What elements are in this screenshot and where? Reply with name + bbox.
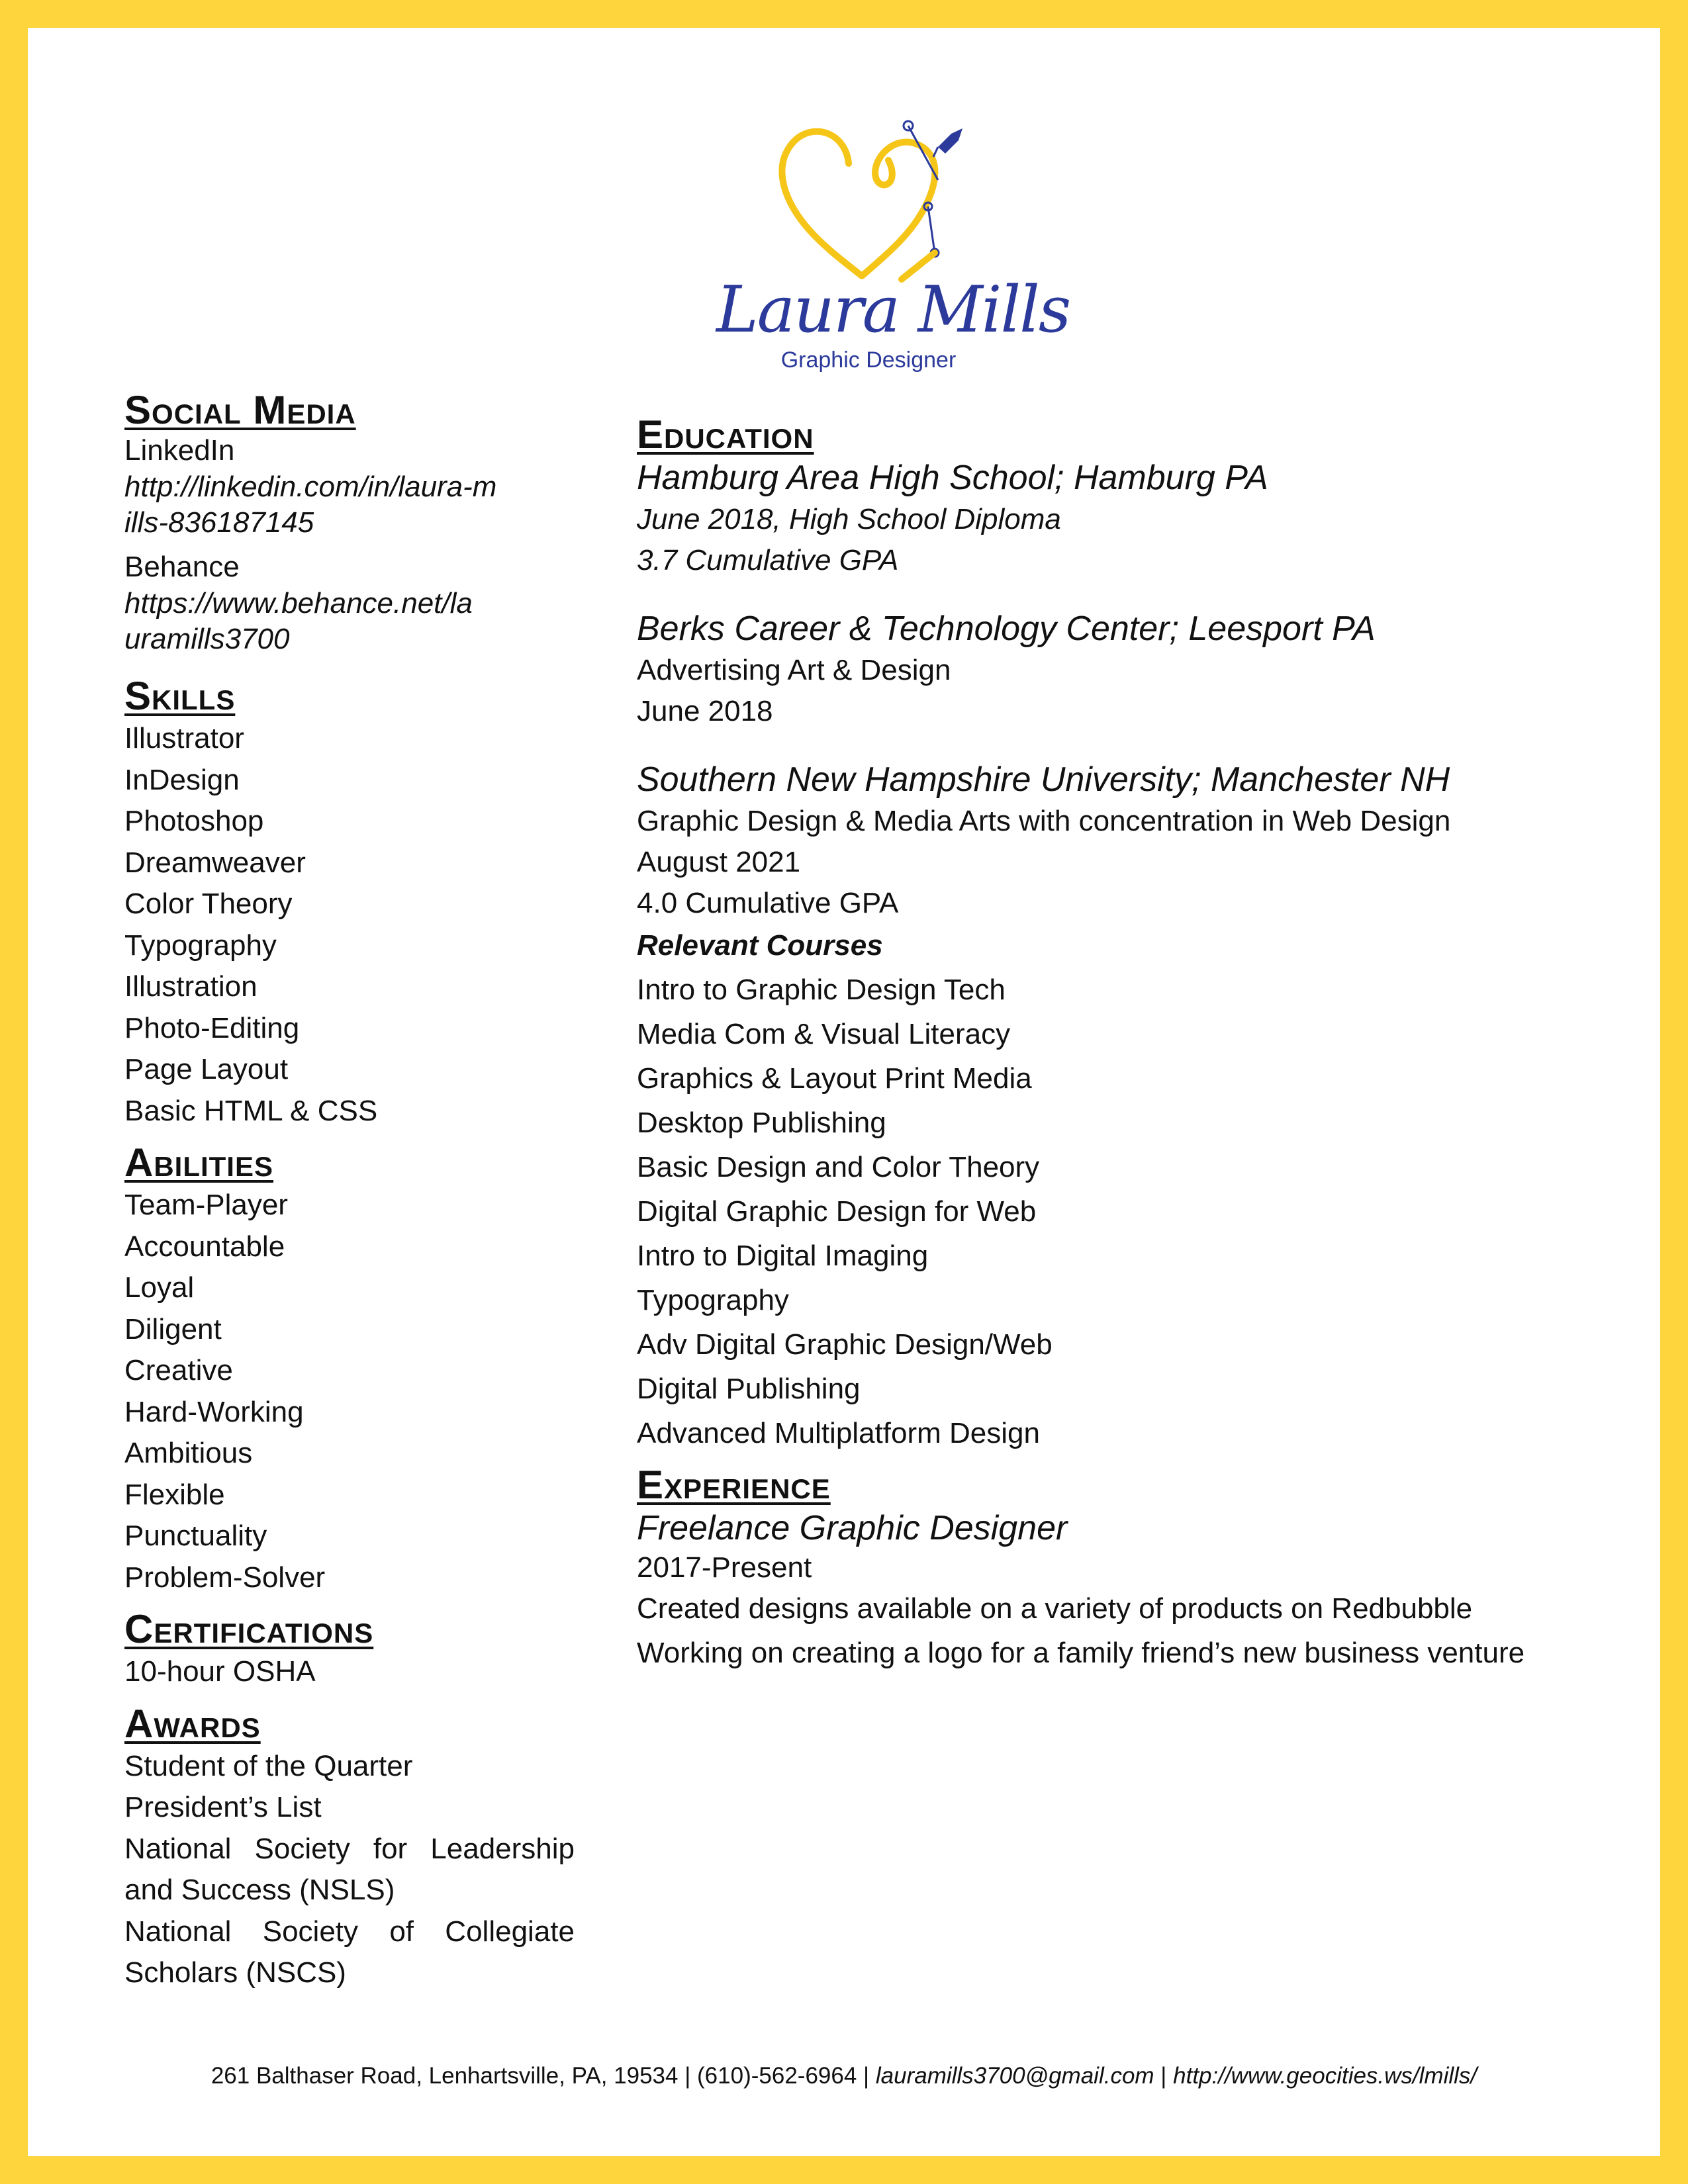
experience-heading: Experience [637, 1463, 831, 1507]
list-item: Team-Player [124, 1189, 288, 1221]
footer-website-link[interactable]: http://www.geocities.ws/lmills/ [1173, 2063, 1477, 2089]
awards-list [124, 1746, 588, 1994]
logo [710, 94, 1070, 392]
footer-separator: | [684, 2063, 698, 2089]
school-entry [637, 608, 1577, 732]
courses-list [637, 968, 1577, 1455]
relevant-courses-heading: Relevant Courses [637, 929, 883, 962]
school-detail: 4.0 Cumulative GPA [637, 887, 899, 919]
school-entry [637, 758, 1577, 924]
school-detail: Advertising Art & Design [637, 654, 951, 686]
list-item: InDesign [124, 763, 240, 796]
job-title: Freelance Graphic Designer [637, 1509, 1068, 1547]
footer-separator: | [863, 2063, 876, 2089]
list-item: Student of the Quarter [124, 1749, 413, 1782]
list-item: Page Layout [124, 1053, 289, 1085]
awards-heading: Awards [124, 1701, 261, 1746]
behance-link[interactable]: https://www.behance.net/lauramills3700 [124, 587, 473, 655]
list-item: Basic Design and Color Theory [637, 1151, 1040, 1183]
list-item: Intro to Digital Imaging [637, 1240, 929, 1272]
behance-label: Behance [124, 551, 240, 583]
list-item: Dreamweaver [124, 846, 306, 879]
skills-heading: Skills [124, 674, 236, 718]
list-item: Basic HTML & CSS [124, 1094, 378, 1127]
list-item: Photoshop [124, 805, 264, 837]
resume-page [28, 28, 1660, 2156]
list-item: Illustrator [124, 722, 244, 754]
list-item: Color Theory [124, 887, 293, 920]
list-item: Loyal [124, 1271, 195, 1304]
list-item: Desktop Publishing [637, 1107, 886, 1139]
left-column [124, 388, 588, 1994]
footer-email-link[interactable]: lauramills3700@gmail.com [875, 2063, 1154, 2089]
list-item: 10-hour OSHA [124, 1655, 316, 1688]
footer-separator: | [1160, 2063, 1174, 2089]
logo-subtitle: Graphic Designer [780, 347, 957, 373]
heart-pen-icon [710, 94, 1021, 293]
list-item: Media Com & Visual Literacy [637, 1018, 1011, 1050]
list-item: Flexible [124, 1478, 225, 1511]
list-item: National Society of Collegiate Scholars (NSCS) [124, 1915, 575, 1989]
contact-footer [28, 2063, 1660, 2089]
list-item: Typography [637, 1284, 789, 1316]
list-item: Working on creating a logo for a family friend’s new business venture [637, 1637, 1525, 1669]
list-item: Photo-Editing [124, 1011, 300, 1044]
school-detail: August 2021 [637, 846, 801, 878]
list-item: Advanced Multiplatform Design [637, 1417, 1040, 1449]
social-media-heading: Social Media [124, 388, 356, 432]
job-dates: 2017-Present [637, 1551, 812, 1584]
list-item: Punctuality [124, 1520, 267, 1552]
skills-list [124, 718, 588, 1132]
school-name: Hamburg Area High School; Hamburg PA [637, 459, 1268, 497]
list-item: Ambitious [124, 1437, 253, 1469]
list-item: Intro to Graphic Design Tech [637, 974, 1006, 1006]
list-item: Digital Graphic Design for Web [637, 1195, 1037, 1228]
school-entry [637, 457, 1577, 581]
list-item: President’s List [124, 1791, 322, 1823]
certifications-heading: Certifications [124, 1607, 374, 1651]
school-detail: June 2018, High School Diploma [637, 503, 1061, 535]
education-heading: Education [637, 412, 814, 457]
list-item: Diligent [124, 1312, 222, 1345]
school-name: Berks Career & Technology Center; Leesport PA [637, 610, 1376, 648]
right-column [637, 413, 1577, 1675]
school-detail: 3.7 Cumulative GPA [637, 544, 899, 576]
list-item: National Society for Leadership and Success (NSLS) [124, 1832, 575, 1906]
footer-address: 261 Balthaser Road, Lenhartsville, PA, 19534 [211, 2063, 679, 2089]
linkedin-label: LinkedIn [124, 434, 235, 467]
list-item: Problem-Solver [124, 1561, 326, 1594]
list-item: Illustration [124, 970, 258, 1003]
school-name: Southern New Hampshire University; Manchester NH [637, 760, 1450, 799]
logo-name: Laura Mills [716, 273, 1070, 347]
list-item: Creative [124, 1354, 233, 1387]
list-item: Hard-Working [124, 1395, 304, 1428]
list-item: Adv Digital Graphic Design/Web [637, 1328, 1053, 1361]
school-detail: Graphic Design & Media Arts with concentration in Web Design [637, 805, 1451, 837]
abilities-list [124, 1185, 588, 1598]
list-item: Accountable [124, 1230, 285, 1263]
list-item: Created designs available on a variety of products on Redbubble [637, 1592, 1473, 1625]
footer-phone: (610)-562-6964 [697, 2063, 857, 2089]
list-item: Graphics & Layout Print Media [637, 1062, 1032, 1095]
abilities-heading: Abilities [124, 1140, 274, 1185]
list-item: Digital Publishing [637, 1373, 861, 1405]
list-item: Typography [124, 929, 277, 962]
linkedin-link[interactable]: http://linkedin.com/in/laura-mills-836187145 [124, 471, 497, 539]
school-detail: June 2018 [637, 695, 773, 727]
